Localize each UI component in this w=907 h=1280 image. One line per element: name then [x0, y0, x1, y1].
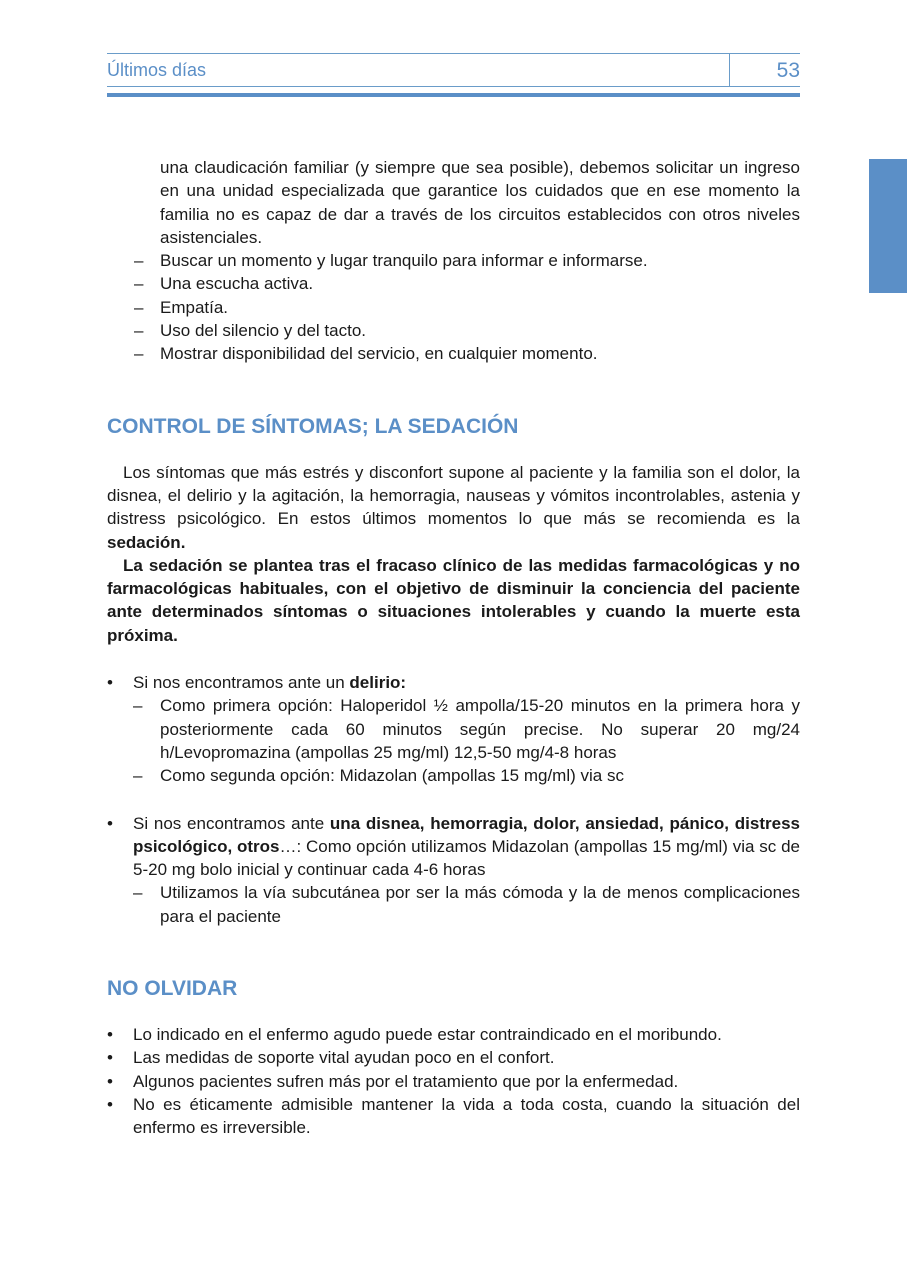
continued-paragraph: una claudicación familiar (y siempre que sea posible), debemos solicitar un ingreso en una unidad especializada que garantice los cuidados que en ese momento la familia no es capaz de dar a través de los circuitos establecidos con otros niveles asistenciales. [160, 158, 800, 247]
chapter-side-tab [869, 159, 907, 293]
bullet-item-disnea: • Si nos encontramos ante una disnea, hemorragia, dolor, ansiedad, pánico, distress psicológico, otros…: Como opción utilizamos Midazolan (ampollas 15 mg/ml) via sc de 5-20 mg bolo inicial y continuar cada 4-6 horas – Utilizamos la vía subcutánea por ser la más cómoda y la de menos complicaciones para el paciente [107, 812, 800, 928]
list-item: • Lo indicado en el enfermo agudo puede estar contraindicado en el moribundo. [107, 1023, 800, 1046]
list-item: – Empatía. [107, 296, 800, 319]
header-divider [729, 54, 730, 86]
bullet-marker: • [107, 1094, 113, 1114]
list-item: – Como primera opción: Haloperidol ½ ampolla/15-20 minutos en la primera hora y posteriormente cada 60 minutos según precise. No superar 20 mg/24 h/Levopromazina (ampollas 25 mg/ml) 12,5-50 mg/4-8 horas [133, 696, 800, 762]
dash-marker: – [134, 251, 144, 271]
dash-marker: – [134, 321, 144, 341]
recommendation-list [107, 249, 800, 365]
list-item: – Como segunda opción: Midazolan (ampollas 15 mg/ml) via sc [133, 764, 800, 787]
dash-marker: – [134, 274, 144, 294]
disnea-notes [133, 881, 800, 928]
bullet-marker: • [107, 1048, 113, 1068]
list-item: • Algunos pacientes sufren más por el tratamiento que por la enfermedad. [107, 1070, 800, 1093]
header-rule [107, 93, 800, 97]
list-item: – Uso del silencio y del tacto. [107, 319, 800, 342]
list-item: – Mostrar disponibilidad del servicio, en cualquier momento. [107, 342, 800, 365]
dash-marker: – [134, 297, 144, 317]
no-olvidar-list [107, 1023, 800, 1139]
list-item: • Las medidas de soporte vital ayudan poco en el confort. [107, 1046, 800, 1069]
page-number: 53 [776, 59, 800, 82]
list-item: • No es éticamente admisible mantener la vida a toda costa, cuando la situación del enfermo es irreversible. [107, 1094, 800, 1138]
symptoms-paragraph: Los síntomas que más estrés y disconfort supone al paciente y la familia son el dolor, la disnea, el delirio y la agitación, la hemorragia, nauseas y vómitos incontrolables, astenia y distress psicológico. En estos últimos momentos lo que más se recomienda es la sedación. [107, 462, 800, 552]
delirio-options [133, 694, 800, 787]
sedation-definition: La sedación se plantea tras el fracaso clínico de las medidas farmacológicas y no farmacológicas habituales, con el objetivo de disminuir la conciencia del paciente ante determinados síntomas o situaciones intolerables y cuando la muerte esta próxima. [107, 555, 800, 645]
page-body [107, 156, 800, 1140]
bullet-marker: • [107, 813, 113, 833]
running-header [107, 53, 800, 87]
dash-marker: – [133, 696, 143, 716]
dash-marker: – [133, 766, 143, 786]
section-heading-control: CONTROL DE SÍNTOMAS; LA SEDACIÓN [107, 414, 519, 438]
dash-marker: – [134, 344, 144, 364]
list-item: – Buscar un momento y lugar tranquilo para informar e informarse. [107, 249, 800, 272]
list-item: – Utilizamos la vía subcutánea por ser la más cómoda y la de menos complicaciones para el paciente [133, 883, 800, 926]
bullet-marker: • [107, 1071, 113, 1091]
chapter-title: Últimos días [107, 60, 207, 80]
dash-marker: – [133, 883, 143, 903]
bullet-item-delirio: • Si nos encontramos ante un delirio: – Como primera opción: Haloperidol ½ ampolla/15-20 minutos en la primera hora y posteriormente cada 60 minutos según precise. No superar 20 mg/24 h/Levopromazina (ampollas 25 mg/ml) 12,5-50 mg/4-8 horas – Como segunda opción: Midazolan (ampollas 15 mg/ml) via sc [107, 671, 800, 787]
delirio-bullet-list [107, 671, 800, 787]
disnea-bullet-list [107, 812, 800, 928]
bullet-marker: • [107, 673, 113, 693]
section-heading-no-olvidar: NO OLVIDAR [107, 977, 238, 1001]
list-item: – Una escucha activa. [107, 272, 800, 295]
bullet-marker: • [107, 1025, 113, 1045]
